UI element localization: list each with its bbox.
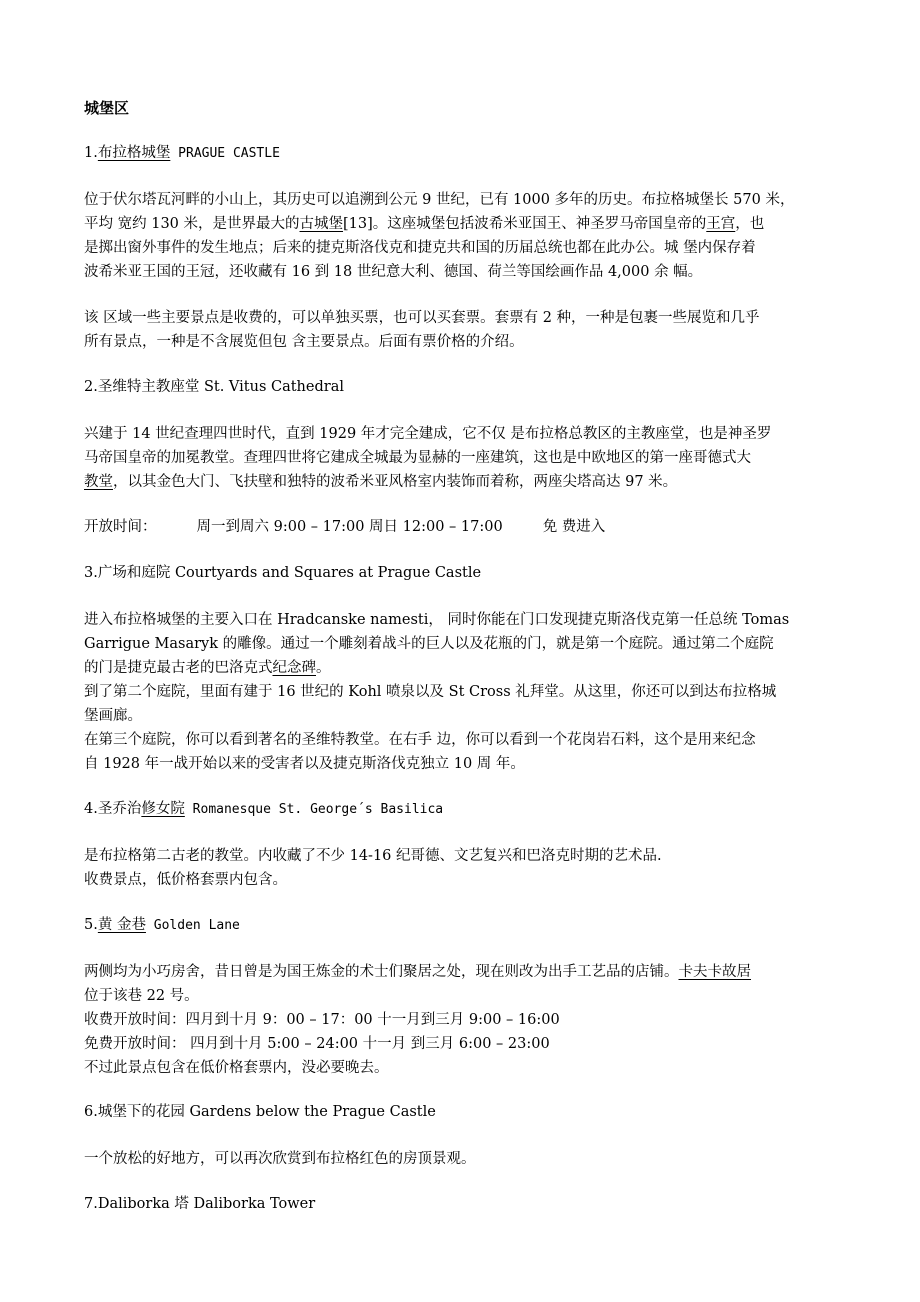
- heading-english: PRAGUE CASTLE: [170, 146, 280, 161]
- paragraph-line: 是掷出窗外事件的发生地点；后来的捷克斯洛伐克和捷克共和国的历届总统也都在此办公。城 堡内保存着: [84, 240, 756, 256]
- link-royal-palace[interactable]: 王宫: [706, 216, 736, 232]
- heading-number: 5.: [84, 917, 98, 933]
- heading-number: 4.圣乔治: [84, 801, 142, 817]
- paragraph-line: 一个放松的好地方，可以再次欣赏到布拉格红色的房顶景观。: [84, 1151, 476, 1167]
- paragraph-line: 在第三个庭院，你可以看到著名的圣维特教堂。在右手 边，你可以看到一个花岗岩石料，这个是用来纪念: [84, 732, 756, 748]
- text-run: [13]。这座城堡包括波希米亚国王、神圣罗马帝国皇帝的: [343, 216, 707, 232]
- paragraph-line: 马帝国皇帝的加冕教堂。查理四世将它建成全城最为显赫的一座建筑，这也是中欧地区的第一座哥德式大: [84, 450, 751, 466]
- paragraph-line: 进入布拉格城堡的主要入口在 Hradcanske namesti， 同时你能在门口发现捷克斯洛伐克第一任总统 Tomas: [84, 612, 790, 628]
- heading-daliborka: 7.Daliborka 塔 Daliborka Tower: [84, 1196, 316, 1212]
- paragraph-line: 是布拉格第二古老的教堂。内收藏了不少 14-16 纪哥德、文艺复兴和巴洛克时期的艺术品.: [84, 848, 662, 864]
- free-hours: 免费开放时间： 四月到十月 5:00 – 24:00 十一月 到三月 6:00 – 23:00: [84, 1036, 550, 1052]
- hours-value: 周一到周六 9:00 – 17:00 周日 12:00 – 17:00: [196, 519, 503, 535]
- text-run: 两侧均为小巧房舍，昔日曾是为国王炼金的术士们聚居之处，现在则改为出手工艺品的店铺。: [84, 964, 679, 980]
- opening-hours: [84, 516, 605, 538]
- paragraph-line: 堡画廊。: [84, 708, 142, 724]
- heading-english: Romanesque St. George´s Basilica: [184, 802, 444, 817]
- link-ancient-castle[interactable]: 古城堡: [299, 216, 344, 232]
- paragraph-line: 波希米亚王国的王冠，还收藏有 16 到 18 世纪意大利、德国、荷兰等国绘画作品 4,000 余 幅。: [84, 264, 703, 280]
- text-run: 。: [316, 660, 331, 676]
- text-run: 平均 宽约 130 米，是世界最大的: [84, 216, 300, 232]
- paragraph-line: 位于伏尔塔瓦河畔的小山上，其历史可以追溯到公元 9 世纪，已有 1000 多年的历史。布拉格城堡长 570 米，: [84, 192, 795, 208]
- heading-number: 1.: [84, 145, 98, 161]
- link-monument[interactable]: 纪念碑: [272, 660, 316, 676]
- free-entry: 免 费进入: [542, 519, 606, 535]
- link-golden-lane[interactable]: 黄 金巷: [97, 917, 146, 933]
- paragraph-line: Garrigue Masaryk 的雕像。通过一个雕刻着战斗的巨人以及花瓶的门，就是第一个庭院。通过第二个庭院: [84, 636, 774, 652]
- paragraph-line: 不过此景点包含在低价格套票内，没必要晚去。: [84, 1060, 389, 1076]
- paragraph-line: [84, 471, 677, 493]
- link-convent[interactable]: 修女院: [141, 801, 185, 817]
- paragraph-line: 位于该巷 22 号。: [84, 988, 199, 1004]
- section-title: 城堡区: [84, 99, 130, 117]
- heading-prague-castle: [84, 142, 280, 165]
- heading-courtyards: 3.广场和庭院 Courtyards and Squares at Prague Castle: [84, 565, 482, 581]
- link-cathedral[interactable]: 教堂: [84, 474, 113, 490]
- heading-st-vitus: 2.圣维特主教座堂 St. Vitus Cathedral: [84, 379, 344, 395]
- paragraph-line: [84, 961, 751, 983]
- paragraph-line: 收费景点，低价格套票内包含。: [84, 872, 287, 888]
- paid-hours: 收费开放时间：四月到十月 9：00 – 17：00 十一月到三月 9:00 – 16:00: [84, 1012, 560, 1028]
- paragraph-line: 所有景点，一种是不含展览但包 含主要景点。后面有票价格的介绍。: [84, 334, 524, 350]
- paragraph-line: 该 区域一些主要景点是收费的，可以单独买票，也可以买套票。套票有 2 种，一种是包裹一些展览和几乎: [84, 310, 760, 326]
- text-run: 的门是捷克最古老的巴洛克式: [84, 660, 273, 676]
- paragraph-line: 到了第二个庭院，里面有建于 16 世纪的 Kohl 喷泉以及 St Cross 礼拜堂。从这里，你还可以到达布拉格城: [84, 684, 777, 700]
- link-kafka-house[interactable]: 卡夫卡故居: [678, 964, 751, 980]
- hours-label: 开放时间：: [84, 519, 157, 535]
- heading-golden-lane: [84, 914, 240, 937]
- heading-english: Golden Lane: [145, 918, 240, 933]
- heading-st-george: [84, 798, 443, 821]
- heading-gardens: 6.城堡下的花园 Gardens below the Prague Castle: [84, 1104, 436, 1120]
- link-prague-castle[interactable]: 布拉格城堡: [97, 145, 171, 161]
- text-run: ，也: [735, 216, 765, 232]
- paragraph-line: [84, 657, 331, 679]
- paragraph-line: 自 1928 年一战开始以来的受害者以及捷克斯洛伐克独立 10 周 年。: [84, 756, 525, 772]
- paragraph-line: 兴建于 14 世纪查理四世时代，直到 1929 年才完全建成，它不仅 是布拉格总教区的主教座堂，也是神圣罗: [84, 426, 772, 442]
- paragraph-line: [84, 213, 764, 235]
- text-run: ，以其金色大门、飞扶壁和独特的波希米亚风格室内装饰而着称，两座尖塔高达 97 米。: [113, 474, 678, 490]
